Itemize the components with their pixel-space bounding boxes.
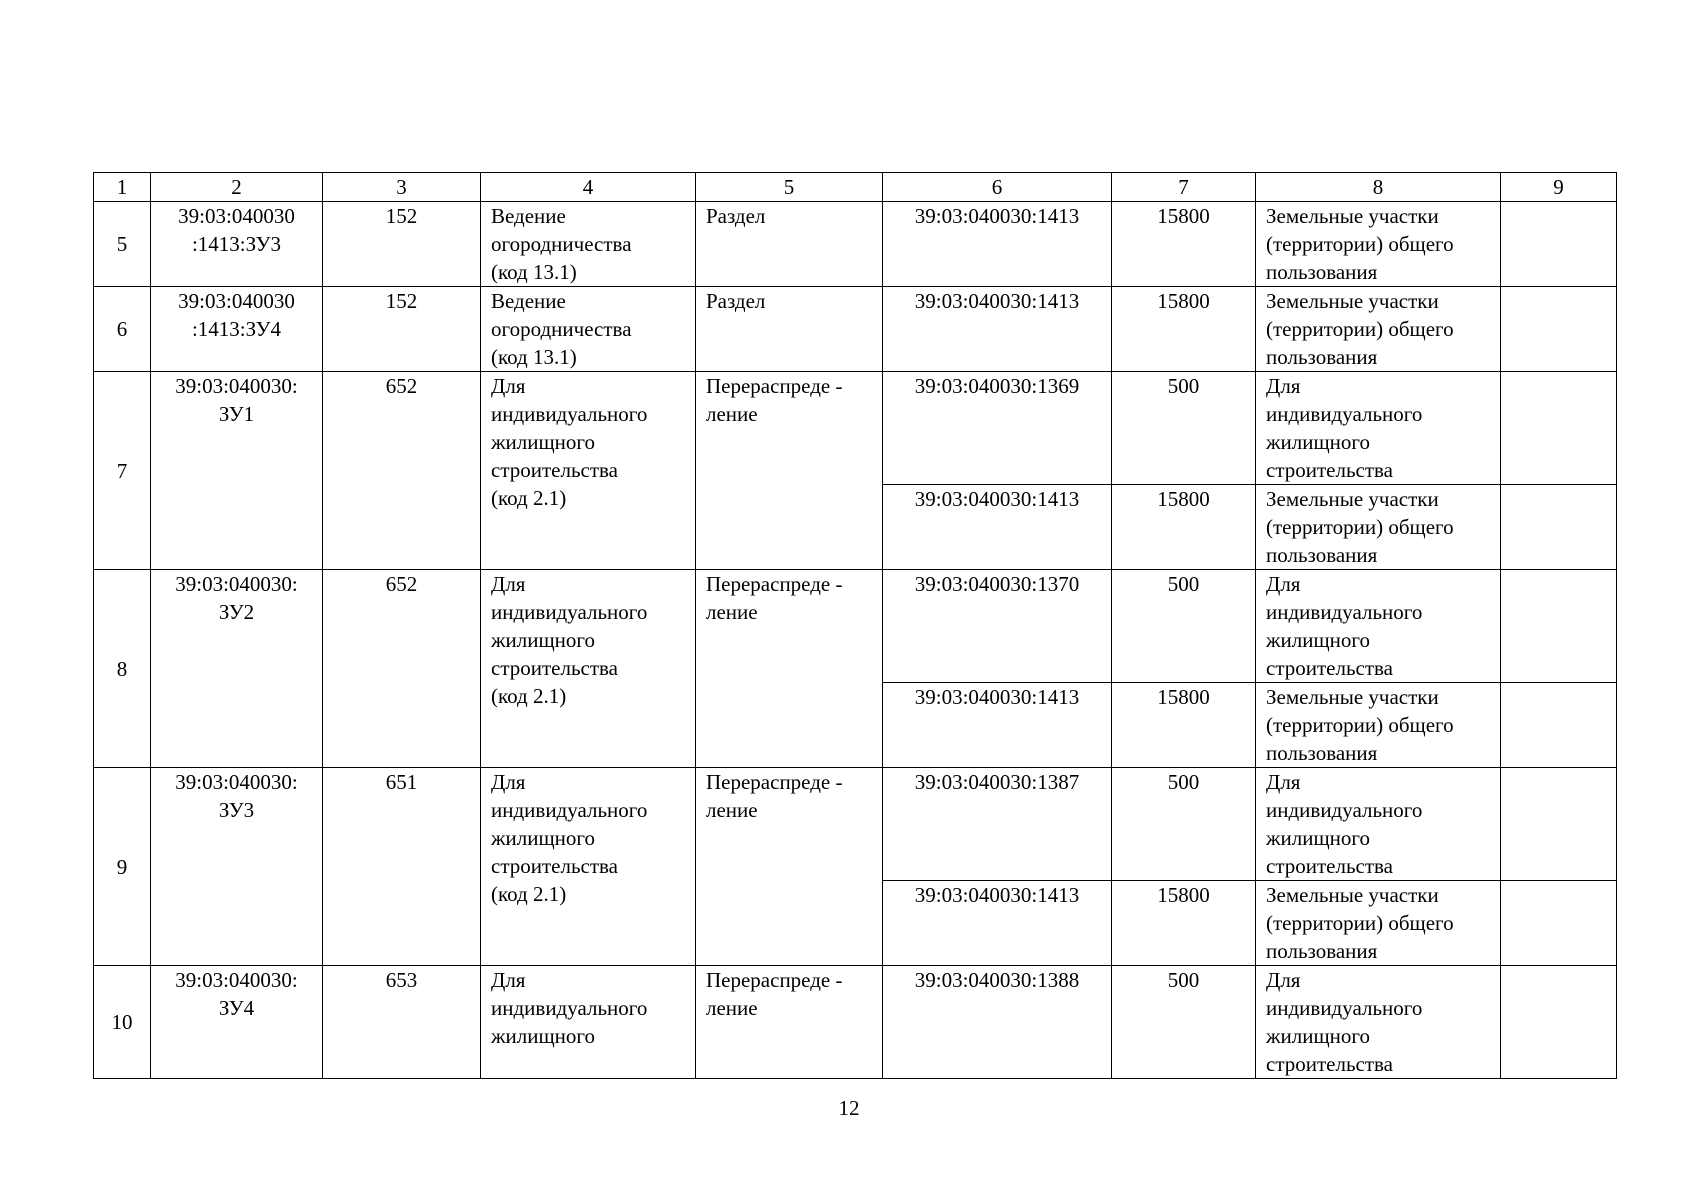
- text-line: :1413:ЗУ4: [191, 317, 282, 341]
- row-number-cell: 8: [94, 570, 151, 768]
- plot-area-cell: 152: [323, 287, 481, 372]
- text-line: строительства: [491, 854, 619, 878]
- plot-number-cell: [151, 202, 323, 287]
- row-number-cell: 6: [94, 287, 151, 372]
- note-cell: [1501, 372, 1617, 485]
- table-row: [94, 570, 1617, 683]
- source-area-cell: 15800: [1112, 287, 1256, 372]
- text-line: (код 13.1): [491, 260, 577, 284]
- table-row: [94, 966, 1617, 1079]
- text-line: индивидуального: [491, 996, 648, 1020]
- text-line: Ведение: [491, 204, 566, 228]
- text-line: индивидуального: [1266, 600, 1423, 624]
- plot-number-cell: [151, 372, 323, 570]
- text-line: Для: [491, 572, 526, 596]
- source-permitted-use-cell: [1256, 372, 1501, 485]
- source-permitted-use-cell: [1256, 881, 1501, 966]
- text-line: (код 2.1): [491, 486, 567, 510]
- table-row: [94, 768, 1617, 881]
- note-cell: [1501, 485, 1617, 570]
- table-body: [94, 173, 1617, 1079]
- text-line: 39:03:040030: [178, 289, 295, 313]
- text-line: Перераспреде -: [706, 770, 843, 794]
- text-line: пользования: [1266, 345, 1378, 369]
- text-line: :1413:ЗУ3: [191, 232, 282, 256]
- text-line: Земельные участки: [1266, 487, 1439, 511]
- plot-number-cell: [151, 287, 323, 372]
- column-number: 1: [94, 173, 151, 202]
- text-line: ление: [706, 600, 758, 624]
- text-line: Для: [491, 770, 526, 794]
- text-line: индивидуального: [491, 402, 648, 426]
- source-cadastral-number-cell: 39:03:040030:1413: [883, 202, 1112, 287]
- text-line: Для: [1266, 770, 1301, 794]
- text-line: Перераспреде -: [706, 374, 843, 398]
- note-cell: [1501, 202, 1617, 287]
- source-permitted-use-cell: [1256, 966, 1501, 1079]
- permitted-use-cell: [481, 570, 696, 768]
- plot-number-cell: [151, 570, 323, 768]
- source-permitted-use-cell: [1256, 485, 1501, 570]
- text-line: индивидуального: [491, 798, 648, 822]
- text-line: 39:03:040030:: [175, 572, 298, 596]
- text-line: Для: [1266, 968, 1301, 992]
- plot-area-cell: 652: [323, 570, 481, 768]
- plot-area-cell: 152: [323, 202, 481, 287]
- text-line: пользования: [1266, 741, 1378, 765]
- text-line: ЗУ1: [218, 402, 255, 426]
- note-cell: [1501, 570, 1617, 683]
- column-number: 4: [481, 173, 696, 202]
- formation-method-cell: [696, 768, 883, 966]
- formation-method-cell: [696, 966, 883, 1079]
- text-line: жилищного: [1266, 1024, 1370, 1048]
- row-number-cell: 10: [94, 966, 151, 1079]
- source-area-cell: 500: [1112, 372, 1256, 485]
- text-line: строительства: [1266, 458, 1394, 482]
- text-line: (код 2.1): [491, 882, 567, 906]
- formation-method-cell: [696, 372, 883, 570]
- column-number: 3: [323, 173, 481, 202]
- text-line: жилищного: [491, 1024, 595, 1048]
- row-number-cell: 9: [94, 768, 151, 966]
- text-line: Ведение: [491, 289, 566, 313]
- source-area-cell: 500: [1112, 768, 1256, 881]
- plot-number-cell: [151, 768, 323, 966]
- text-line: строительства: [491, 656, 619, 680]
- text-line: строительства: [1266, 1052, 1394, 1076]
- source-permitted-use-cell: [1256, 202, 1501, 287]
- source-area-cell: 15800: [1112, 485, 1256, 570]
- note-cell: [1501, 881, 1617, 966]
- text-line: Перераспреде -: [706, 572, 843, 596]
- permitted-use-cell: [481, 202, 696, 287]
- text-line: жилищного: [1266, 826, 1370, 850]
- plot-area-cell: 652: [323, 372, 481, 570]
- column-number: 6: [883, 173, 1112, 202]
- text-line: (код 13.1): [491, 345, 577, 369]
- text-line: (территории) общего: [1266, 232, 1454, 256]
- text-line: Земельные участки: [1266, 685, 1439, 709]
- source-cadastral-number-cell: 39:03:040030:1387: [883, 768, 1112, 881]
- note-cell: [1501, 683, 1617, 768]
- column-number: 7: [1112, 173, 1256, 202]
- formation-method-cell: [696, 202, 883, 287]
- column-number: 5: [696, 173, 883, 202]
- text-line: строительства: [491, 458, 619, 482]
- text-line: жилищного: [491, 628, 595, 652]
- text-line: Перераспреде -: [706, 968, 843, 992]
- text-line: Земельные участки: [1266, 204, 1439, 228]
- text-line: Для: [491, 374, 526, 398]
- land-plots-table: [93, 172, 1617, 1079]
- text-line: пользования: [1266, 939, 1378, 963]
- column-number: 9: [1501, 173, 1617, 202]
- column-number: 8: [1256, 173, 1501, 202]
- source-cadastral-number-cell: 39:03:040030:1413: [883, 683, 1112, 768]
- text-line: ЗУ2: [218, 600, 255, 624]
- source-area-cell: 15800: [1112, 683, 1256, 768]
- text-line: (территории) общего: [1266, 911, 1454, 935]
- text-line: Раздел: [706, 289, 766, 313]
- formation-method-cell: [696, 570, 883, 768]
- text-line: 39:03:040030: [178, 204, 295, 228]
- text-line: (территории) общего: [1266, 515, 1454, 539]
- text-line: пользования: [1266, 543, 1378, 567]
- text-line: жилищного: [491, 826, 595, 850]
- permitted-use-cell: [481, 768, 696, 966]
- text-line: Земельные участки: [1266, 883, 1439, 907]
- table-row: [94, 202, 1617, 287]
- source-cadastral-number-cell: 39:03:040030:1413: [883, 485, 1112, 570]
- text-line: ление: [706, 798, 758, 822]
- text-line: жилищного: [1266, 430, 1370, 454]
- permitted-use-cell: [481, 372, 696, 570]
- plot-area-cell: 651: [323, 768, 481, 966]
- text-line: ление: [706, 996, 758, 1020]
- text-line: огородничества: [491, 317, 632, 341]
- text-line: Для: [1266, 572, 1301, 596]
- text-line: индивидуального: [491, 600, 648, 624]
- source-area-cell: 15800: [1112, 202, 1256, 287]
- text-line: (территории) общего: [1266, 317, 1454, 341]
- text-line: (код 2.1): [491, 684, 567, 708]
- row-number-cell: 5: [94, 202, 151, 287]
- note-cell: [1501, 966, 1617, 1079]
- text-line: индивидуального: [1266, 798, 1423, 822]
- source-cadastral-number-cell: 39:03:040030:1413: [883, 881, 1112, 966]
- text-line: пользования: [1266, 260, 1378, 284]
- source-area-cell: 500: [1112, 570, 1256, 683]
- text-line: огородничества: [491, 232, 632, 256]
- permitted-use-cell: [481, 966, 696, 1079]
- text-line: жилищного: [1266, 628, 1370, 652]
- text-line: строительства: [1266, 854, 1394, 878]
- text-line: строительства: [1266, 656, 1394, 680]
- text-line: Земельные участки: [1266, 289, 1439, 313]
- source-permitted-use-cell: [1256, 287, 1501, 372]
- plot-number-cell: [151, 966, 323, 1079]
- source-permitted-use-cell: [1256, 683, 1501, 768]
- column-number: 2: [151, 173, 323, 202]
- source-area-cell: 500: [1112, 966, 1256, 1079]
- source-cadastral-number-cell: 39:03:040030:1388: [883, 966, 1112, 1079]
- text-line: Для: [1266, 374, 1301, 398]
- note-cell: [1501, 287, 1617, 372]
- text-line: жилищного: [491, 430, 595, 454]
- note-cell: [1501, 768, 1617, 881]
- text-line: 39:03:040030:: [175, 968, 298, 992]
- row-number-cell: 7: [94, 372, 151, 570]
- text-line: ление: [706, 402, 758, 426]
- formation-method-cell: [696, 287, 883, 372]
- column-number-row: [94, 173, 1617, 202]
- page-number: 12: [838, 1096, 860, 1120]
- source-permitted-use-cell: [1256, 570, 1501, 683]
- source-cadastral-number-cell: 39:03:040030:1413: [883, 287, 1112, 372]
- source-area-cell: 15800: [1112, 881, 1256, 966]
- text-line: ЗУ4: [218, 996, 255, 1020]
- text-line: 39:03:040030:: [175, 374, 298, 398]
- text-line: индивидуального: [1266, 996, 1423, 1020]
- permitted-use-cell: [481, 287, 696, 372]
- text-line: 39:03:040030:: [175, 770, 298, 794]
- text-line: индивидуального: [1266, 402, 1423, 426]
- source-cadastral-number-cell: 39:03:040030:1370: [883, 570, 1112, 683]
- text-line: (территории) общего: [1266, 713, 1454, 737]
- plot-area-cell: 653: [323, 966, 481, 1079]
- table-row: [94, 287, 1617, 372]
- text-line: ЗУ3: [218, 798, 255, 822]
- text-line: Для: [491, 968, 526, 992]
- source-cadastral-number-cell: 39:03:040030:1369: [883, 372, 1112, 485]
- source-permitted-use-cell: [1256, 768, 1501, 881]
- table-row: [94, 372, 1617, 485]
- text-line: Раздел: [706, 204, 766, 228]
